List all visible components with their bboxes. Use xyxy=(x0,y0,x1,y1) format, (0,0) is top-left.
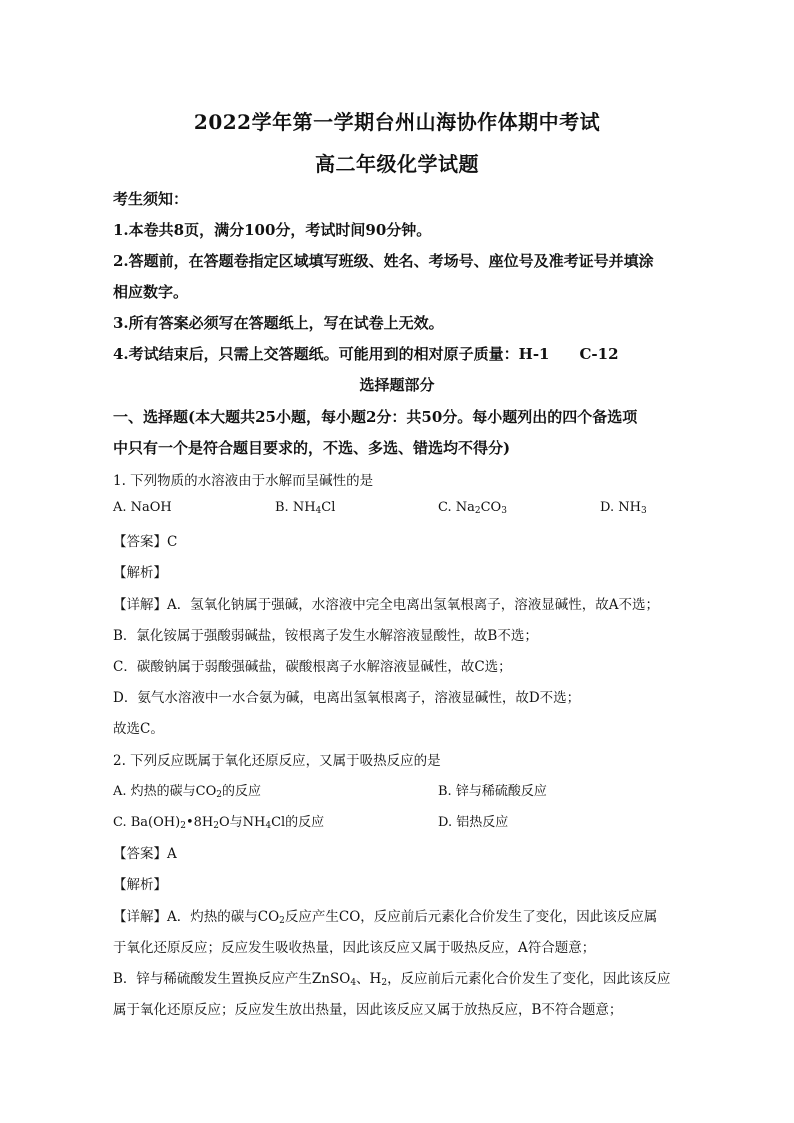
q2-detail-a-cont: 于氧化还原反应；反应发生吸收热量，因此该反应又属于吸热反应，A符合题意； xyxy=(113,940,596,956)
q2-option-d: D. 铝热反应 xyxy=(438,815,509,830)
q2-answer: 【答案】A xyxy=(113,846,177,862)
section-label: 选择题部分 xyxy=(359,376,435,394)
q1-detail-c: C．碳酸钠属于弱酸强碱盐，碳酸根离子水解溶液显碱性，故C选； xyxy=(113,659,512,675)
q1-option-b: B. $NH_4Cl$ xyxy=(275,500,336,516)
exam-subtitle: 高二年级化学试题 xyxy=(315,152,479,176)
notice-item-2b: 相应数字。 xyxy=(113,283,189,301)
section-instruction-b: 中只有一个是符合题目要求的，不选、多选、错选均不得分) xyxy=(113,439,511,457)
q1-answer: 【答案】C xyxy=(113,534,178,550)
q1-option-a: A. NaOH xyxy=(113,500,172,515)
notice-item-1: 1.本卷共8页，满分100分，考试时间90分钟。 xyxy=(113,221,432,239)
notice-item-2a: 2.答题前，在答题卷指定区域填写班级、姓名、考场号、座位号及准考证号并填涂 xyxy=(113,252,654,270)
q1-option-d: D. $NH_3$ xyxy=(600,500,647,516)
q1-detail-d: D．氨气水溶液中一水合氨为碱，电离出氢氧根离子，溶液显碱性，故D不选； xyxy=(113,690,581,706)
notice-item-3: 3.所有答案必须写在答题纸上，写在试卷上无效。 xyxy=(113,314,444,332)
q2-detail-b-cont: 属于氧化还原反应；反应发生放出热量，因此该反应又属于放热反应，B不符合题意； xyxy=(113,1002,623,1018)
exam-title: 2022学年第一学期台州山海协作体期中考试 xyxy=(193,110,601,134)
q2-option-b: B. 锌与稀硫酸反应 xyxy=(438,784,547,799)
q2-option-a: A. 灼热的碳与$CO_2$的反应 xyxy=(113,784,262,800)
q1-conclusion: 故选C。 xyxy=(113,721,164,737)
q1-stem: 1. 下列物质的水溶液由于水解而呈碱性的是 xyxy=(113,473,374,489)
q1-detail: 【详解】A．氢氧化钠属于强碱，水溶液中完全电离出氢氧根离子，溶液显碱性，故A不选； xyxy=(113,597,659,613)
q2-detail-b: B．锌与稀硫酸发生置换反应产生ZnSO$_4$、$H_2$，反应前后元素化合价发生了变化，因此该反应 xyxy=(113,971,671,988)
notice-heading: 考生须知： xyxy=(113,190,189,208)
q1-option-c: C. $Na_2CO_3$ xyxy=(438,500,507,516)
section-instruction-a: 一、选择题(本大题共25小题，每小题2分：共50分。每小题列出的四个备选项 xyxy=(113,408,638,426)
q2-detail-a: 【详解】A．灼热的碳与$CO_2$反应产生CO，反应前后元素化合价发生了变化，因此该反应属 xyxy=(113,909,658,926)
q1-analysis-label: 【解析】 xyxy=(113,565,167,581)
q2-option-c: C. $Ba(OH)_2•8H_2O$与$NH_4Cl$的反应 xyxy=(113,815,325,831)
q2-analysis-label: 【解析】 xyxy=(113,877,167,893)
q1-detail-b: B．氯化铵属于强酸弱碱盐，铵根离子发生水解溶液显酸性，故B不选； xyxy=(113,628,538,644)
q2-stem: 2. 下列反应既属于氧化还原反应，又属于吸热反应的是 xyxy=(113,753,441,769)
notice-item-4: 4.考试结束后，只需上交答题纸。可能用到的相对原子质量：H-1 C-12 xyxy=(113,345,619,363)
